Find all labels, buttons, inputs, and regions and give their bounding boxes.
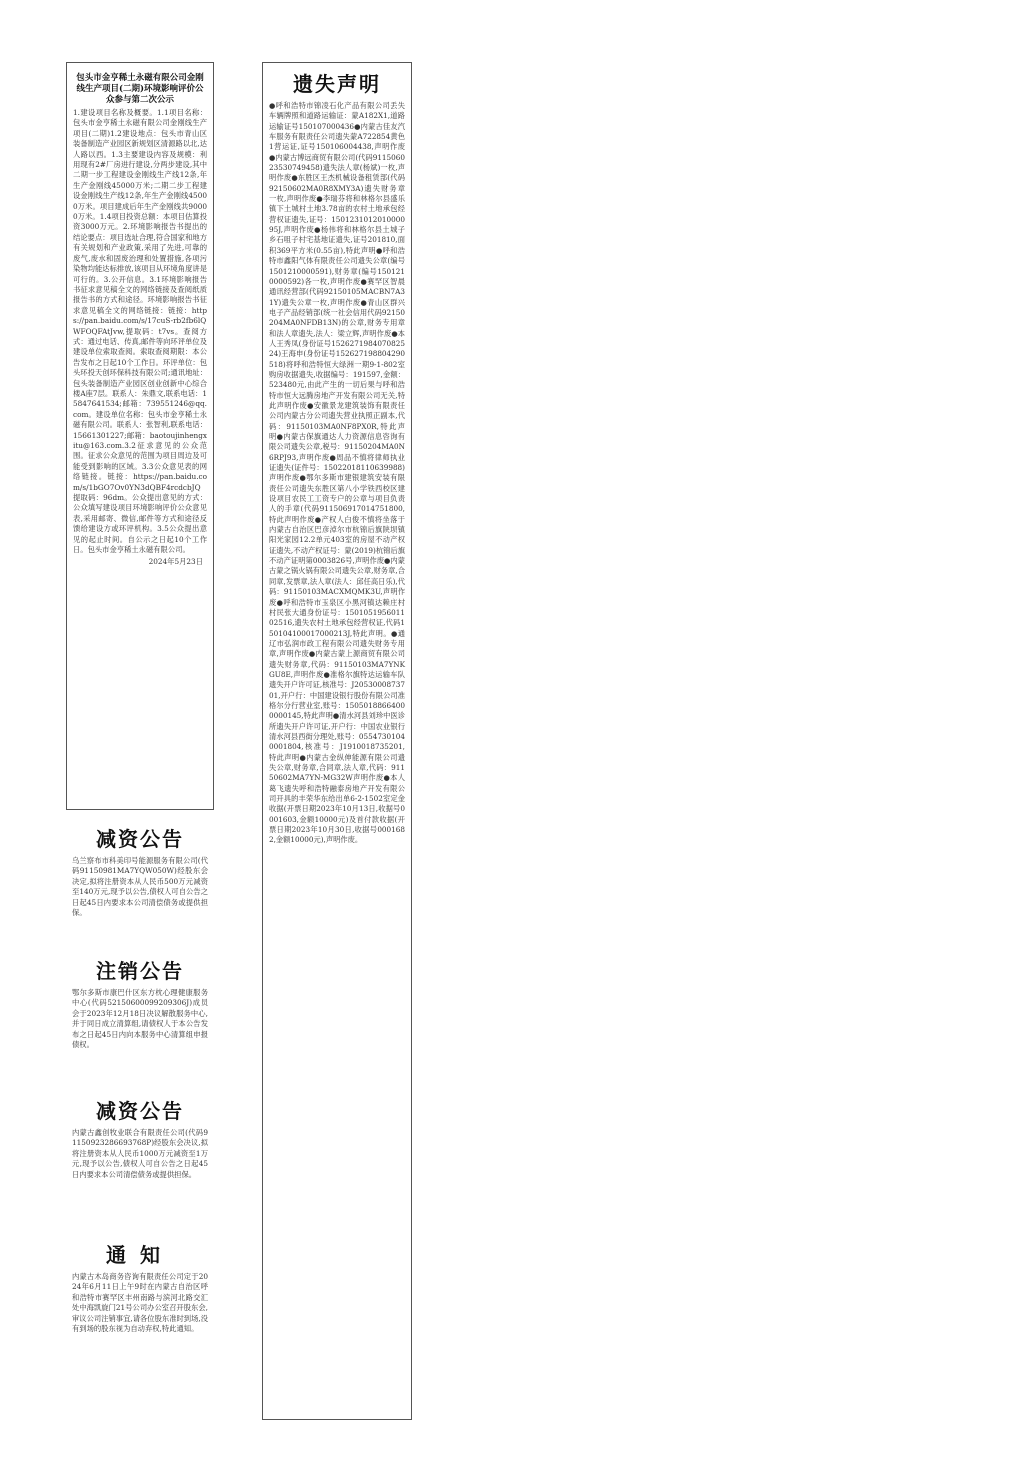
left-column	[66, 62, 214, 1420]
notice-title: 包头市金亨稀土永磁有限公司金刚线生产项目(二期)环境影响评价公众参与第二次公示	[76, 73, 204, 105]
notice-body: 鄂尔多斯市康巴什区东方枕心理健康服务中心(代码52150600099209306J)成员会于2023年12月18日决议解散服务中心,并于同日成立清算组,请债权人于本公告发布之日起45日内向本服务中心清算组申报债权。	[72, 988, 208, 1050]
loss-statement-notice	[262, 62, 412, 1420]
notice-body: ●呼和浩特市锦凌石化产品有限公司丢失车辆牌照和道路运输证：蒙A182X1,道路运输证号150107000436●内蒙古佳友汽车服务有限责任公司遗失蒙A722854黄色1营运证,证号150106004438,声明作废●内蒙古博远商贸有限公司(代码911506023530749458)遗失法人章(杨斌)一枚,声明作废●东胜区王杰机械设备租赁部(代码92150602MA0R8XMY3A)遗失财务章一枚,声明作废●李瑞芬将和林格尔县盛乐镇下土城村土地3.78亩的农村土地承包经营权证遗失,证号：150123101201000095J,声明作废●杨伟将和林格尔县土城子乡石咀子村宅基地证遗失,证号201810,面积369平方米(0.55亩),特此声明●呼和浩特市鑫阳气体有限责任公司遗失公章(编号1501210000591),财务章(编号1501210000592)各一枚,声明作废●赛罕区智晨通讯经营部(代码92150105MACBN7A31Y)遗失公章一枚,声明作废●青山区群兴电子产品经销部(统一社会信用代码92150204MA0NFDB13N)的公章,财务专用章和法人章遗失,法人：梁立辉,声明作废●本人王秀凤(身份证号152627198407082524)王海申(身份证号152627198804290518)将呼和浩特恒大绿洲一期9-1-802室购房收据遗失,收据编号：191597,金额：523480元,由此产生的一切后果与呼和浩特市恒大远腾房地产开发有限公司无关,特此声明作废●安徽景龙建筑装饰有限责任公司内蒙古分公司遗失营业执照正副本,代码：91150103MA0NF8PX0R,特此声明●内蒙古保旗通达人力资源信息咨询有限公司遗失公章,税号：91150204MA0N6RPJ93,声明作废●周品不慎将律师执业证遗失(证件号：15022018110639988)声明作废●鄂尔多斯市建银建筑安装有限责任公司遗失东胜区第八小学铁西校区建设项目农民工工资专户的公章与项目负责人的手章(代码911506917014751800,特此声明作废●产权人白俊不慎将坐落于内蒙古自治区巴彦淖尔市杭锦后旗陕坝镇阳光家园12.2单元403室的房屋不动产权证遗失,不动产权证号：蒙(2019)杭锦后旗不动产证明第0003826号,声明作废●内蒙古蒙之锅火锅有限公司遗失公章,财务章,合同章,发票章,法人章(法人：邱任高日乐),代码：91150103MACXMQMK3U,声明作废●呼和浩特市玉泉区小黑河镇达赖庄村村民张大通身份证号：150105195601102516,遗失农村土地承包经营权证,代码150104100017000213J,特此声明。●通辽市弘润市政工程有限公司遗失财务专用章,声明作废●内蒙古蒙上源商贸有限公司遗失财务章,代码：91150103MA7YNKGU8E,声明作废●准格尔旗特达运输车队遗失开户许可证,核准号：J2053000873701,开户行：中国建设银行股份有限公司准格尔分行营业室,账号：15050188664000000145,特此声明●清水河县刘珍中医诊所遗失开户许可证,开户行：中国农业银行清水河县西街分理处,账号：05547301040001804,核准号：J1910018735201,特此声明●内蒙古金纵伸能源有限公司遗失公章,财务章,合同章,法人章,代码：91150602MA7YN-MG32W声明作废●本人葛飞遗失呼和浩特融泰房地产开发有限公司开具的丰荣华东给出单6-2-1502室定金收据(开票日期2023年10月13日,收据号0001603,金额10000元)及首付款收据(开票日期2023年10月30日,收据号0001682,金额10000元),声明作废。	[269, 101, 405, 845]
capital-reduction-notice	[66, 816, 214, 944]
notice-body: 1.建设项目名称及概要。1.1项目名称：包头市金亨稀土永磁有限公司金刚线生产项目(二期)1.2建设地点：包头市青山区装备制造产业园区新规划区清源路以北,达人路以西。1.3主要建设内容及规模：利用现有2#厂房进行建设,分两步建设,其中二期一步工程建设金刚线生产线12条,年生产金刚线45000万米;二期二步工程建设金刚线生产线12条,年生产金刚线45000万米。项目建成后年生产金刚线共90000万米。1.4项目投资总额：本项目估算投资3000万元。2.环境影响报告书提出的结论要点：项目选址合理,符合国家和地方有关规划和产业政策,采用了先进,可靠的废气,废水和固废治理和处置措施,各项污染物均能达标排放,该项目从环境角度讲是可行的。3.公开信息。3.1环境影响报告书征求意见稿全文的网络链接及查阅纸质报告书的方式和途径。环境影响报告书征求意见稿全文的网络链接：链接：https://pan.baidu.com/s/17cuS-rb2fb6lQWFOQFAtJvw,提取码：t7vs。查阅方式：通过电话、传真,邮件等向环评单位及建设单位索取查阅。索取查阅期限：本公告发布之日起10个工作日。环评单位：包头环投天创环保科技有限公司;通讯地址：包头装备制造产业园区创业创新中心综合楼A座7层。联系人：朱鼎文,联系电话：15847641534;邮箱：739551246@qq.com。建设单位名称：包头市金亨稀土永磁有限公司。联系人：张智利,联系电话：15661301227;邮箱：baotoujinhengxitu@163.com.3.2征求意见的公众范围。征求公众意见的范围为项目周边及可能受到影响的区域。3.3公众意见表的网络链接。链接：https://pan.baidu.com/s/1bGO7Ov0YN3dQBF4rcdcbJQ提取码：96dm。公众提出意见的方式：公众填写建设项目环境影响评价公众意见表,采用邮寄、微信,邮件等方式和途径反馈给建设方或环评机构。3.5公众提出意见的起止时间。自公示之日起10个工作日。包头市金亨稀土永磁有限公司。	[73, 108, 207, 555]
notice-title: 遗失声明	[293, 72, 381, 96]
notice-body: 乌兰察布市科美印号能源服务有限公司(代码91150981MA7YQW050W)经股东会决定,拟将注册资本从人民币500万元减资至140万元,现予以公告,债权人可自公告之日起45日内要求本公司清偿债务或提供担保。	[72, 856, 208, 918]
notice-date: 2024年5月23日	[148, 557, 203, 567]
notice-title: 减资公告	[96, 827, 184, 851]
notice-body: 内蒙古木岛商务咨询有限责任公司定于2024年6月11日上午9时在内蒙古自治区呼和浩特市赛罕区丰州南路与滨河北路交汇处中海凯旋门21号公司办公室召开股东会,审议公司注销事宜,请各位股东准时到场,没有到场的股东视为自动弃权,特此通知。	[72, 1272, 208, 1334]
notice-title: 减资公告	[96, 1099, 184, 1123]
meeting-notice	[66, 1232, 214, 1382]
environmental-disclosure-notice	[66, 62, 214, 810]
notice-title: 注销公告	[96, 959, 184, 983]
notice-title: 通知	[106, 1243, 174, 1267]
capital-reduction-notice	[66, 1088, 214, 1228]
notice-body: 内蒙古鑫创牧业联合有限责任公司(代码91150923286693768P)经股东会决议,拟将注册资本从人民币1000万元减资至1万元,现予以公告,债权人可自公告之日起45日内要求本公司清偿债务或提供担保。	[72, 1128, 208, 1179]
right-column	[262, 62, 412, 1420]
deregistration-notice	[66, 948, 214, 1084]
